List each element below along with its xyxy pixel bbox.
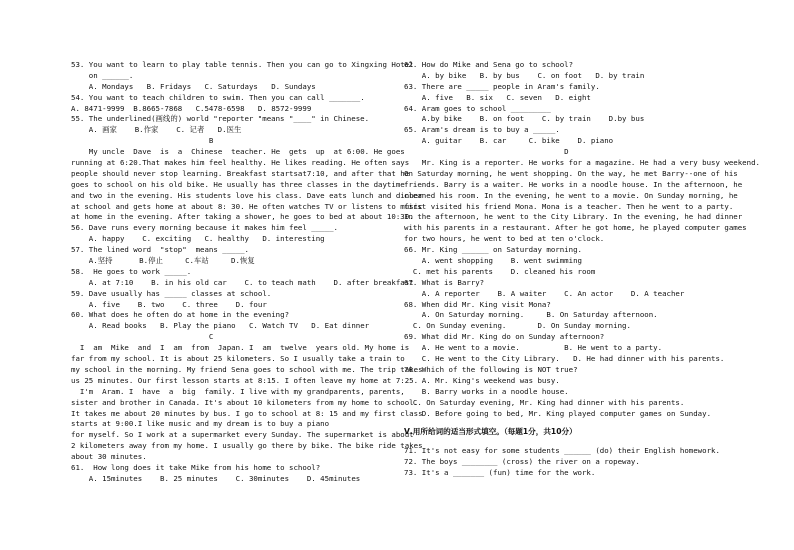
text-line: D	[404, 147, 569, 157]
text-line: 61. How long does it take Mike from his home to school?	[71, 462, 321, 472]
text-line: about 30 minutes.	[71, 452, 147, 462]
text-line: 57. The lined word "stop" means _____.	[71, 245, 249, 255]
text-line: running at 6:20.That makes him feel healthy. He likes reading. He often says	[71, 158, 410, 168]
text-line: people should never stop learning. Breakfast startsat7:10, and after that he	[71, 168, 410, 178]
text-line: goes to school on his old bike. He usually has three classes in the daytime	[71, 179, 405, 189]
text-line: C. On Sunday evening. D. On Sunday morning.	[404, 321, 631, 331]
text-line: 53. You want to learn to play table tennis. Then you can go to Xingxing Hotel	[71, 60, 414, 69]
text-line: A. 15minutes B. 25 minutes C. 30minutes D. 45minutes	[71, 473, 361, 483]
text-line: B	[71, 136, 214, 146]
right-column	[404, 60, 760, 479]
text-line: A.by bike B. on foot C. by train D.by bus	[404, 114, 645, 124]
text-line: starts at 9:00.I like music and my dream is to buy a piano	[71, 419, 330, 429]
text-line: A. On Saturday morning. B. On Saturday afternoon.	[404, 310, 658, 320]
text-line: 56. Dave runs every morning because it makes him feel _____.	[71, 223, 338, 233]
text-line: A. at 7:10 B. in his old car C. to teach math D. after breakfast	[71, 277, 414, 287]
text-line: It takes me about 20 minutes by bus. I go to school at 8: 15 and my first class	[71, 408, 423, 418]
text-line: In the afternoon, he went to the City Library. In the evening, he had dinner	[404, 212, 743, 222]
text-line: 59. Dave usually has _____ classes at school.	[71, 288, 272, 298]
fill-in-question: 71. It's not easy for some students ______ (do) their English homework.	[404, 446, 720, 456]
text-line: for myself. So I work at a supermarket every Sunday. The supermarket is about	[71, 430, 414, 440]
text-line: my school in the morning. My friend Sena goes to school with me. The trip takes	[71, 364, 423, 374]
text-line: A. went shopping B. went swimming	[404, 256, 582, 266]
text-line: Mr. King is a reporter. He works for a magazine. He had a very busy weekend.	[404, 158, 760, 168]
text-line: C. met his parents D. cleaned his room	[404, 266, 596, 276]
text-line: I'm Aram. I have a big family. I live with my grandparents, parents,	[71, 386, 405, 396]
fill-in-question: 73. It's a _______ (fun) time for the work.	[404, 468, 596, 478]
text-line: A. Mr. King's weekend was busy.	[404, 375, 560, 385]
text-line: 63. There are _____ people in Aram's family.	[404, 81, 600, 91]
text-line: 66. Mr. King ______ on Saturday morning.	[404, 245, 582, 255]
text-line: far from my school. It is about 25 kilometers. So I usually take a train to	[71, 354, 405, 364]
text-line: at school and gets home at about 8: 30. He often watches TV or listens to music	[71, 201, 423, 211]
text-line: 64. Aram goes to school _________	[404, 103, 551, 113]
text-line: A. Read books B. Play the piano C. Watch TV D. Eat dinner	[71, 321, 370, 331]
text-line: 68. When did Mr. King visit Mona?	[404, 299, 551, 309]
text-line: D. Before going to bed, Mr. King played computer games on Sunday.	[404, 408, 712, 418]
text-line: B. Barry works in a noodle house.	[404, 386, 569, 396]
text-line: for two hours, he went to bed at ten o'clock.	[404, 234, 605, 244]
text-line: A. five B. six C. seven D. eight	[404, 92, 591, 102]
text-line: A. 画家 B.作家 C. 记者 D.医生	[71, 125, 242, 135]
text-line: A. A reporter B. A waiter C. An actor D. A teacher	[404, 288, 685, 298]
fill-in-question: 72. The boys ________ (cross) the river on a ropeway.	[404, 457, 640, 467]
text-line: On Saturday morning, he went shopping. On the way, he met Barry--one of his	[404, 168, 738, 178]
text-line: 62. How do Mike and Sena go to school?	[404, 60, 574, 69]
text-line: with his parents in a restaurant. After he got home, he played computer games	[404, 223, 747, 233]
text-line: on ______.	[71, 70, 134, 80]
text-line: cleaned his room. In the evening, he went to a movie. On Sunday morning, he	[404, 190, 738, 200]
section-v-title: Ⅴ.用所给词的适当形式填空。（每题1分，共10分）	[404, 427, 577, 437]
text-line: A. 8471-9999 B.8665-7868 C.5478-6598 D. 8572-9999	[71, 103, 312, 113]
text-line: 55. The underlined(画线的) world "reporter "means "____" in Chinese.	[71, 114, 370, 124]
text-line: 69. What did Mr. King do on Sunday afternoon?	[404, 332, 605, 342]
left-column	[71, 60, 423, 485]
text-line: 67. What is Barry?	[404, 277, 485, 287]
text-line: C. He went to the City Library. D. He had dinner with his parents.	[404, 354, 725, 364]
text-line: C. On Saturday evening, Mr. King had dinner with his parents.	[404, 397, 685, 407]
text-line: C	[71, 332, 214, 342]
text-line: first visited his friend Mona. Mona is a teacher. Then he went to a party.	[404, 201, 734, 211]
text-line: I am Mike and I am from Japan. I am twelve years old. My home is	[71, 343, 410, 353]
text-line: 60. What does he often do at home in the evening?	[71, 310, 290, 320]
text-line: A. happy C. exciting C. healthy D. interesting	[71, 234, 325, 244]
text-line: A. five B. two C. three D. four	[71, 299, 267, 309]
text-line: at home in the evening. After taking a shower, he goes to bed at about 10:30.	[71, 212, 414, 222]
text-line: 65. Aram's dream is to buy a _____.	[404, 125, 560, 135]
text-line: A.坚持 B.停止 C.车站 D.恢复	[71, 256, 255, 266]
text-line: A. Mondays B. Fridays C. Saturdays D. Sundays	[71, 81, 316, 91]
text-line: 70. Which of the following is NOT true?	[404, 364, 578, 374]
text-line: us 25 minutes. Our first lesson starts at 8:15. I often leave my home at 7:25.	[71, 375, 419, 385]
text-line: sister and brother in Canada. It's about 10 kilometers from my home to school.	[71, 397, 419, 407]
text-line: and two in the evening. His students love his class. Dave eats lunch and dinner	[71, 190, 423, 200]
text-line: A. guitar B. car C. bike D. piano	[404, 136, 614, 146]
text-line: friends. Barry is a waiter. He works in a noodle house. In the afternoon, he	[404, 179, 743, 189]
text-line: 54. You want to teach children to swim. Then you can call _______.	[71, 92, 365, 102]
text-line: My uncle Dave is a Chinese teacher. He gets up at 6:00. He goes	[71, 147, 405, 157]
text-line: A. He went to a movie. B. He went to a party.	[404, 343, 663, 353]
text-line: A. by bike B. by bus C. on foot D. by train	[404, 70, 645, 80]
text-line: 2 kilometers away from my home. I usually go there by bike. The bike ride takes	[71, 441, 423, 451]
text-line: 58. He goes to work _____.	[71, 266, 192, 276]
